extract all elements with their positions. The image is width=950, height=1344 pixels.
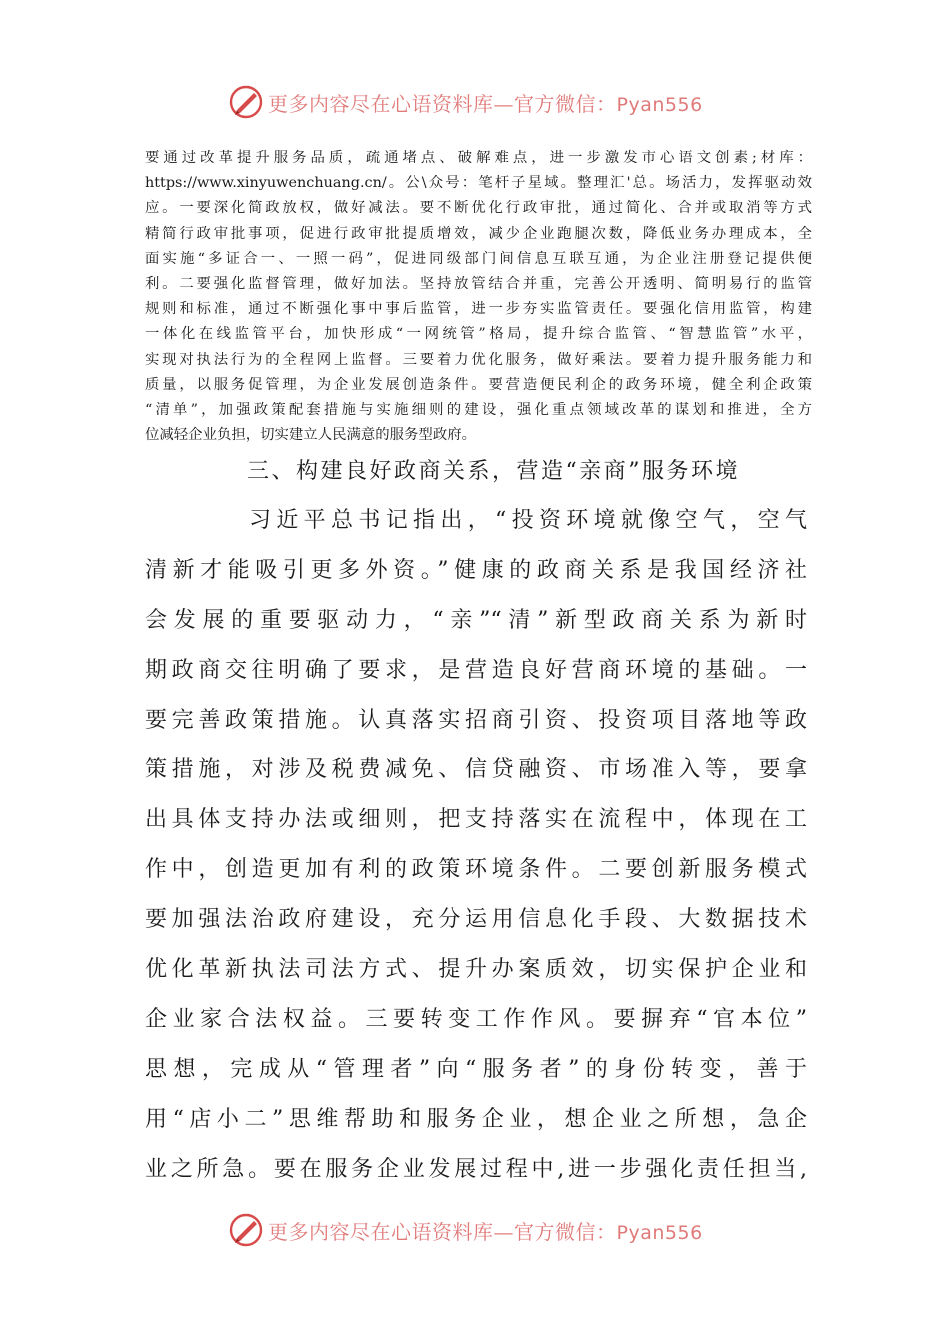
- text-line: 习近平总书记指出，“投资环境就像空气，空气: [249, 508, 807, 533]
- text-line: 实现对执法行为的全程网上监督。三要着力优化服务，做好乘法。要着力提升服务能力和: [145, 351, 812, 368]
- text-line: 思想，完成从“管理者”向“服务者”的身份转变，善于: [145, 1056, 807, 1082]
- text-line: 会发展的重要驱动力，“亲”“清”新型政商关系为新时: [145, 607, 807, 633]
- text-line: 企业家合法权益。三要转变工作作风。要摒弃“官本位”: [145, 1006, 807, 1032]
- text-line: 优化革新执法司法方式、提升办案质效，切实保护企业和: [145, 957, 807, 983]
- text-line: “清单”，加强政策配套措施与实施细则的建设，强化重点领域改革的谋划和推进，全方: [145, 402, 812, 419]
- text-line: 应。一要深化简政放权，做好减法。要不断优化行政审批，通过简化、合并或取消等方式: [145, 200, 812, 217]
- banner-label: 更多内容尽在心语资料库—官方微信：: [268, 91, 617, 116]
- header-banner: [228, 82, 748, 122]
- banner-text: [268, 88, 703, 117]
- text-line: 一体化在线监管平台，加快形成“一网统管”格局，提升综合监管、“智慧监管”水平，: [145, 326, 812, 343]
- section-heading: 三、构建良好政商关系，营造“亲商”服务环境: [247, 459, 740, 484]
- banner-label: 更多内容尽在心语资料库—官方微信：: [268, 1219, 617, 1244]
- text-line: 质量，以服务促管理，为企业发展创造条件。要营造便民利企的政务环境，健全利企政策: [145, 376, 812, 393]
- text-line: 用“店小二”思维帮助和服务企业，想企业之所想，急企: [145, 1106, 807, 1132]
- pen-logo-icon: [228, 84, 264, 120]
- banner-text: [268, 1216, 703, 1245]
- text-line: 位减轻企业负担，切实建立人民满意的服务型政府。: [145, 427, 476, 444]
- paragraph-large-text: [145, 496, 807, 1194]
- pen-logo-icon: [228, 1212, 264, 1248]
- footer-banner: [228, 1210, 748, 1250]
- text-line: 要完善政策措施。认真落实招商引资、投资项目落地等政: [145, 707, 807, 733]
- paragraph-small-text: [145, 146, 812, 448]
- text-line: 出具体支持办法或细则，把支持落实在流程中，体现在工: [145, 807, 807, 833]
- text-line: 面实施“多证合一、一照一码”，促进同级部门间信息互联互通，为企业注册登记提供便: [145, 250, 812, 267]
- text-line: 业之所急。要在服务企业发展过程中,进一步强化责任担当,: [145, 1156, 807, 1182]
- text-line: 作中，创造更加有利的政策环境条件。二要创新服务模式: [145, 857, 807, 883]
- text-line: 要加强法治政府建设，充分运用信息化手段、大数据技术: [145, 907, 807, 933]
- text-line: 规则和标准，通过不断强化事中事后监管，进一步夯实监管责任。要强化信用监管，构建: [145, 301, 812, 318]
- text-line: 精简行政审批事项，促进行政审批提质增效，减少企业跑腿次数，降低业务办理成本，全: [145, 225, 812, 242]
- text-line: 要通过改革提升服务品质，疏通堵点、破解难点，进一步激发市心语文创素;材库：: [145, 150, 812, 166]
- text-line: 期政商交往明确了要求，是营造良好营商环境的基础。一: [145, 657, 807, 683]
- text-line: 利。二要强化监督管理，做好加法。坚持放管结合并重，完善公开透明、简明易行的监管: [145, 276, 812, 293]
- text-line: 策措施，对涉及税费减免、信贷融资、市场准入等，要拿: [145, 757, 807, 783]
- text-line: 清新才能吸引更多外资。”健康的政商关系是我国经济社: [145, 557, 807, 583]
- text-line: https://www.xinyuwenchuang.cn/。公\众号：笔杆子星域。整理汇'总。场活力，发挥驱动效: [145, 175, 812, 192]
- wechat-id: Pyan556: [616, 93, 703, 116]
- wechat-id: Pyan556: [616, 1221, 703, 1244]
